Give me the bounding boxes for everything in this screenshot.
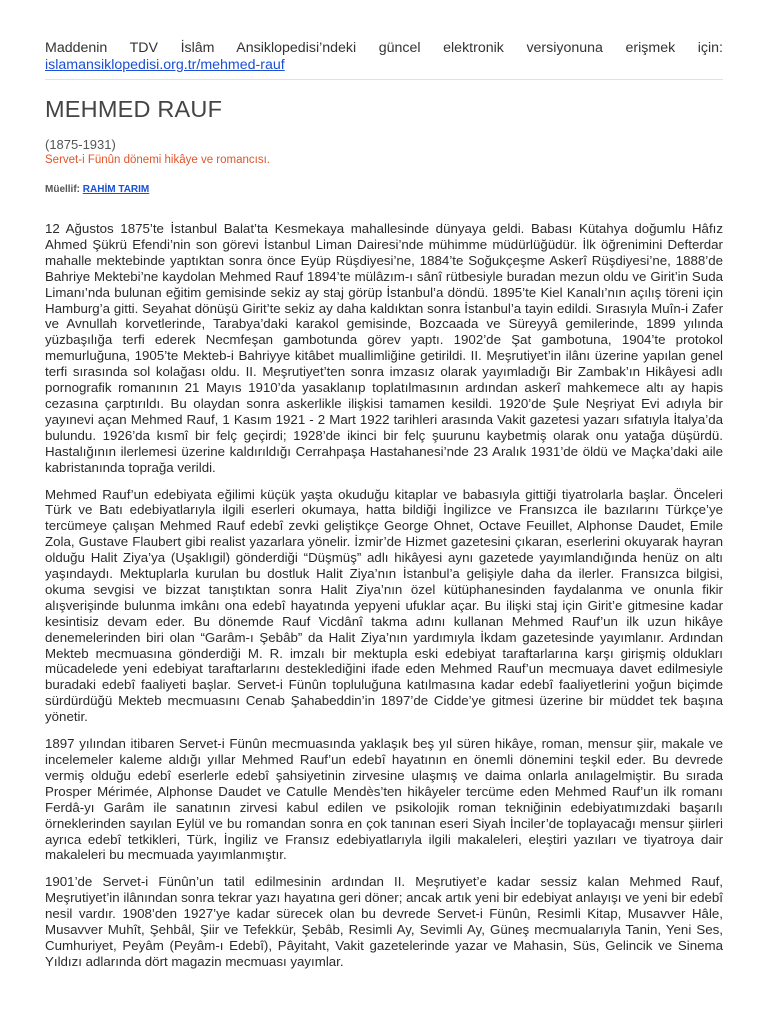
article-subtitle: Servet-i Fünûn dönemi hikâye ve romancısı. — [45, 154, 270, 166]
article-title: MEHMED RAUF — [45, 96, 223, 122]
paragraph-3: 1897 yılından itibaren Servet-i Fünûn mecmuasında yaklaşık beş yıl süren hikâye, roman, mensur şiir, makale ve incelemeler kaleme aldığı yıllar Mehmed Rauf’un edebî hayatının en önemli dönemini teşkil eder. Bu devrede vermiş olduğu edebî eserlerle edebî şahsiyetinin zirvesine ulaşmış ve daima onlarla anılagelmiştir. Bu sırada Prosper Mérimée, Alphonse Daudet ve Catulle Mendès’ten hikâyeler tercüme eden Mehmed Rauf’un ilk romanı Ferdâ-yı Garâm ile sanatının zirvesi kabul edilen ve psikolojik roman tekniğinin edebiyatımızdaki başarılı örneklerinden sayılan Eylül ve bu romandan sonra en çok tanınan eseri Siyah İnciler’de toplayacağı mensur şiirleri ayrıca edebî tetkikleri, Türk, İngiliz ve Fransız edebiyatlarıyla ilgili makaleleri, eleştiri yazıları ve tiyatroya dair makaleleri bu mecmuada yayımlanmıştır. — [45, 736, 723, 863]
access-notice — [45, 40, 723, 57]
encyclopedia-link[interactable]: islamansiklopedisi.org.tr/mehmed-rauf — [45, 57, 285, 73]
header-divider — [45, 79, 723, 80]
article-page — [45, 0, 723, 981]
life-dates: (1875-1931) — [45, 137, 116, 152]
access-notice-text: Maddenin TDV İslâm Ansiklopedisi’ndeki güncel elektronik versiyonuna erişmek için: — [45, 40, 723, 56]
paragraph-1: 12 Ağustos 1875’te İstanbul Balat’ta Kesmekaya mahallesinde dünyaya geldi. Babası Kütahya doğumlu Hâfız Ahmed Şükrü Efendi’nin son görevi İstanbul Liman Dairesi’nde mühimme müdürlüğüdür. İlk öğrenimini Defterdar mahalle mektebinde yaptıktan sonra önce Eyüp Rüşdiyesi’ne, 1884’te Soğukçeşme Askerî Rüşdiyesi’ne, 1888’de Bahriye Mektebi’ne kaydolan Mehmed Rauf 1894’te mülâzım-ı sânî rütbesiyle buradan mezun oldu ve Girit’in Suda Limanı’nda bulunan eğitim gemisinde sekiz ay staj görüp İstanbul’a döndü. 1895’te Kiel Kanalı’nın açılış töreni için Hamburg’a gitti. Seyahat dönüşü Girit’te sekiz ay daha kaldıktan sonra İstanbul’a tayin edildi. Sırasıyla Muîn-i Zafer ve Avnullah korvetlerinde, Tarabya’daki karakol gemisinde, Bozcaada ve Süreyyâ gemilerinde, 1899 yılında yüzbaşılığa terfi ederek Necmfeşan gambotunda görev yaptı. 1902’de Şat gambotuna, 1904’te protokol memurluğuna, 1905’te Mekteb-i Bahriyye kitâbet muallimliğine getirildi. II. Meşrutiyet’in ilânı üzerine yapılan genel terfi sırasında sol kolağası oldu. II. Meşrutiyet’ten sonra imzasız olarak yayımladığı Bir Zambak’ın Hikâyesi adlı pornografik romanının 21 Mayıs 1910’da yasaklanıp toplatılmasının ardından askerî mahkemece altı ay hapis cezasına çarptırıldı. Bu olaydan sonra askerlikle ilişkisi tamamen kesildi. 1920’de Şule Neşriyat Evi adıyla bir yayınevi açan Mehmed Rauf, 1 Kasım 1921 - 2 Mart 1922 tarihleri arasında Vakit gazetesi yazarı sıfatıyla İtalya’da bulundu. 1926’da kısmî bir felç geçirdi; 1928’de ikinci bir felç şuurunu kaybetmiş olarak onu yatağa düşürdü. Hastalığının ilerlemesi üzerine kaldırıldığı Cerrahpaşa Hastahanesi’nde 23 Aralık 1931’de öldü ve Maçka’daki aile kabristanında toprağa verildi. — [45, 221, 723, 475]
author-link[interactable]: RAHİM TARIM — [82, 184, 150, 195]
article-body — [45, 221, 723, 970]
paragraph-4: 1901’de Servet-i Fünûn’un tatil edilmesinin ardından II. Meşrutiyet’e kadar sessiz kalan Mehmed Rauf, Meşrutiyet’in ilânından sonra tekrar yazı hayatına geri döner; ancak artık yeni bir edebiyat anlayışı ve yeni bir edebî nesil vardır. 1908’den 1927’ye kadar sürecek olan bu devrede Servet-i Fünûn, Resimli Kitap, Musavver Hâle, Musavver Muhît, Şehbâl, Şiir ve Tefekkür, Şebâb, Resimli Ay, Sevimli Ay, Güneş mecmualarıyla Tanin, Yeni Ses, Cumhuriyet, Peyâm (Peyâm-ı Edebî), Pâyitaht, Vakit gazetelerinde yazar ve Mahasin, Süs, Gelincik ve Sinema Yıldızı adlarında dört magazin mecmuası yayımlar. — [45, 874, 723, 969]
paragraph-2: Mehmed Rauf’un edebiyata eğilimi küçük yaşta okuduğu kitaplar ve babasıyla gittiği tiyatrolarla başlar. Önceleri Türk ve Batı edebiyatlarıyla ilgili eserleri okumaya, hatta bildiği İngilizce ve Fransızca ile bazılarını Türkçe’ye tercümeye çalışan Mehmed Rauf edebî zevki geliştikçe George Ohnet, Octave Feuillet, Alphonse Daudet, Emile Zola, Gustave Flaubert gibi realist yazarlara yönelir. İzmir’de Hizmet gazetesini çıkaran, eserlerini okuyarak hayran olduğu Halit Ziya’ya (Uşaklıgil) gönderdiği “Düşmüş” adlı hikâyesi aynı gazetede yayımlandığında henüz on altı yaşındaydı. Mektuplarla kurulan bu dostluk Halit Ziya’nın İstanbul’a gelişiyle daha da ilerler. Fransızca bilgisi, okuma sevgisi ve bizzat tanıştıktan sonra Halit Ziya’nın özel kütüphanesinden faydalanma ve onunla fikir alışverişinde bulunma imkânı ona edebî hayatında yepyeni ufuklar açar. Bu ilişki staj için Girit’e gitmesine kadar kesintisiz devam eder. Bu dönemde Rauf Vicdânî takma adını kullanan Mehmed Rauf’un ilk uzun hikâye denemelerinden biri olan “Garâm-ı Şebâb” da Halit Ziya’nın yardımıyla İkdam gazetesinde yayımlanır. Ardından Mekteb mecmuasına gönderdiği M. R. imzalı bir mektupla eski edebiyat taraftarlarına karşı girişmiş oldukları mücadelede yeni edebiyat taraftarlarını desteklediğini ifade eden Mehmed Rauf’un mecmuaya davet edilmesiyle buradaki edebî faaliyeti başlar. Servet-i Fünûn topluluğuna katılmasına kadar edebî faaliyetlerini yoğun biçimde sürdürdüğü Mekteb mecmuasını Cenab Şahabeddin’in 1897’de Cidde’ye gitmesi üzerine bir müddet tek başına yönetir. — [45, 486, 723, 725]
author-line — [45, 184, 723, 195]
author-label: Müellif: — [45, 184, 80, 195]
